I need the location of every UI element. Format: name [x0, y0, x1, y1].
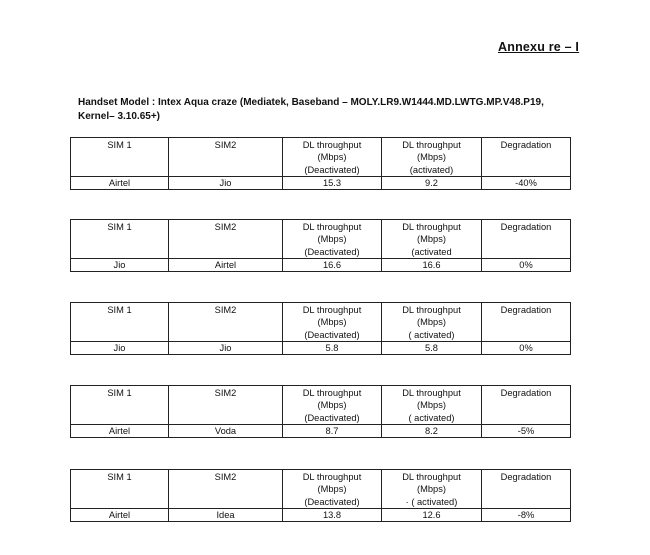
- throughput-table-5: [70, 469, 571, 522]
- header-degradation: Degradation: [482, 386, 571, 425]
- header-text: (Deactivated): [304, 329, 360, 340]
- header-dl-activated: [382, 470, 482, 509]
- throughput-table-1: [70, 137, 571, 190]
- cell-activated: 5.8: [382, 341, 482, 354]
- cell-degradation: -40%: [482, 176, 571, 189]
- cell-deactivated: 8.7: [283, 424, 382, 437]
- header-degradation: Degradation: [482, 470, 571, 509]
- header-sim2: SIM2: [169, 386, 283, 425]
- header-sim2: SIM2: [169, 138, 283, 177]
- cell-degradation: 0%: [482, 341, 571, 354]
- header-text: (Mbps): [317, 400, 347, 411]
- cell-degradation: -8%: [482, 508, 571, 521]
- header-text: DL throughput: [302, 140, 362, 150]
- cell-sim1: Airtel: [71, 424, 169, 437]
- header-dl-deactivated: [283, 220, 382, 259]
- header-text: (Deactivated): [304, 246, 360, 257]
- table-row: [71, 424, 571, 437]
- cell-deactivated: 15.3: [283, 176, 382, 189]
- cell-deactivated: 16.6: [283, 258, 382, 271]
- cell-degradation: -5%: [482, 424, 571, 437]
- cell-sim1: Airtel: [71, 508, 169, 521]
- header-text: DL throughput: [302, 222, 362, 232]
- header-sim2: SIM2: [169, 470, 283, 509]
- header-row: [71, 138, 571, 177]
- header-text: (Mbps): [317, 234, 347, 245]
- header-text: (Deactivated): [304, 496, 360, 507]
- table-row: [71, 176, 571, 189]
- header-text: (Mbps): [417, 317, 446, 328]
- header-text: DL throughput: [402, 472, 461, 482]
- header-text: DL throughput: [302, 305, 362, 315]
- header-text: (Mbps): [317, 484, 347, 495]
- cell-deactivated: 13.8: [283, 508, 382, 521]
- header-dl-deactivated: [283, 138, 382, 177]
- cell-sim2: Jio: [169, 176, 283, 189]
- header-row: [71, 220, 571, 259]
- header-sim2: SIM2: [169, 303, 283, 342]
- cell-sim2: Voda: [169, 424, 283, 437]
- throughput-table-4: [70, 385, 571, 438]
- header-text: DL throughput: [402, 222, 461, 232]
- table-row: [71, 258, 571, 271]
- cell-sim1: Airtel: [71, 176, 169, 189]
- header-text: DL throughput: [402, 140, 461, 150]
- header-text: (Mbps): [317, 317, 347, 328]
- header-dl-deactivated: [283, 303, 382, 342]
- header-dl-deactivated: [283, 470, 382, 509]
- header-text: DL throughput: [402, 305, 461, 315]
- handset-line-1: Handset Model : Intex Aqua craze (Mediatek, Baseband – MOLY.LR9.W1444.MD.LWTG.MP.V48.P19,: [78, 97, 544, 108]
- cell-sim2: Idea: [169, 508, 283, 521]
- cell-sim2: Jio: [169, 341, 283, 354]
- throughput-table-3: [70, 302, 571, 355]
- header-degradation: Degradation: [482, 303, 571, 342]
- header-row: [71, 303, 571, 342]
- header-degradation: Degradation: [482, 220, 571, 259]
- throughput-table-2: [70, 219, 571, 272]
- header-text: (Mbps): [317, 152, 347, 163]
- annexure-title: Annexu re – I: [498, 40, 580, 54]
- header-text: (Deactivated): [304, 164, 360, 175]
- header-text: ( activated): [408, 412, 455, 423]
- header-row: [71, 470, 571, 509]
- header-sim1: SIM 1: [71, 386, 169, 425]
- cell-sim1: Jio: [71, 258, 169, 271]
- header-text: (Deactivated): [304, 412, 360, 423]
- header-sim1: SIM 1: [71, 138, 169, 177]
- cell-activated: 16.6: [382, 258, 482, 271]
- cell-activated: 12.6: [382, 508, 482, 521]
- header-text: (Mbps): [417, 484, 446, 495]
- table-row: [71, 508, 571, 521]
- header-sim1: SIM 1: [71, 470, 169, 509]
- header-sim1: SIM 1: [71, 303, 169, 342]
- header-degradation: Degradation: [482, 138, 571, 177]
- header-dl-activated: [382, 220, 482, 259]
- header-dl-activated: [382, 386, 482, 425]
- header-text: (activated: [411, 246, 452, 257]
- cell-activated: 9.2: [382, 176, 482, 189]
- header-text: (activated): [409, 164, 454, 175]
- header-text: (Mbps): [417, 234, 446, 245]
- header-text: DL throughput: [302, 472, 362, 482]
- header-text: · ( activated): [405, 496, 458, 507]
- header-text: (Mbps): [417, 152, 446, 163]
- header-text: DL throughput: [302, 388, 362, 398]
- handset-model-text: [78, 96, 598, 124]
- cell-sim1: Jio: [71, 341, 169, 354]
- header-text: (Mbps): [417, 400, 446, 411]
- header-row: [71, 386, 571, 425]
- header-sim2: SIM2: [169, 220, 283, 259]
- handset-line-2: Kernel– 3.10.65+): [78, 111, 160, 122]
- table-row: [71, 341, 571, 354]
- header-sim1: SIM 1: [71, 220, 169, 259]
- header-text: DL throughput: [402, 388, 461, 398]
- header-dl-deactivated: [283, 386, 382, 425]
- cell-deactivated: 5.8: [283, 341, 382, 354]
- cell-sim2: Airtel: [169, 258, 283, 271]
- header-dl-activated: [382, 138, 482, 177]
- header-text: ( activated): [408, 329, 455, 340]
- cell-degradation: 0%: [482, 258, 571, 271]
- header-dl-activated: [382, 303, 482, 342]
- cell-activated: 8.2: [382, 424, 482, 437]
